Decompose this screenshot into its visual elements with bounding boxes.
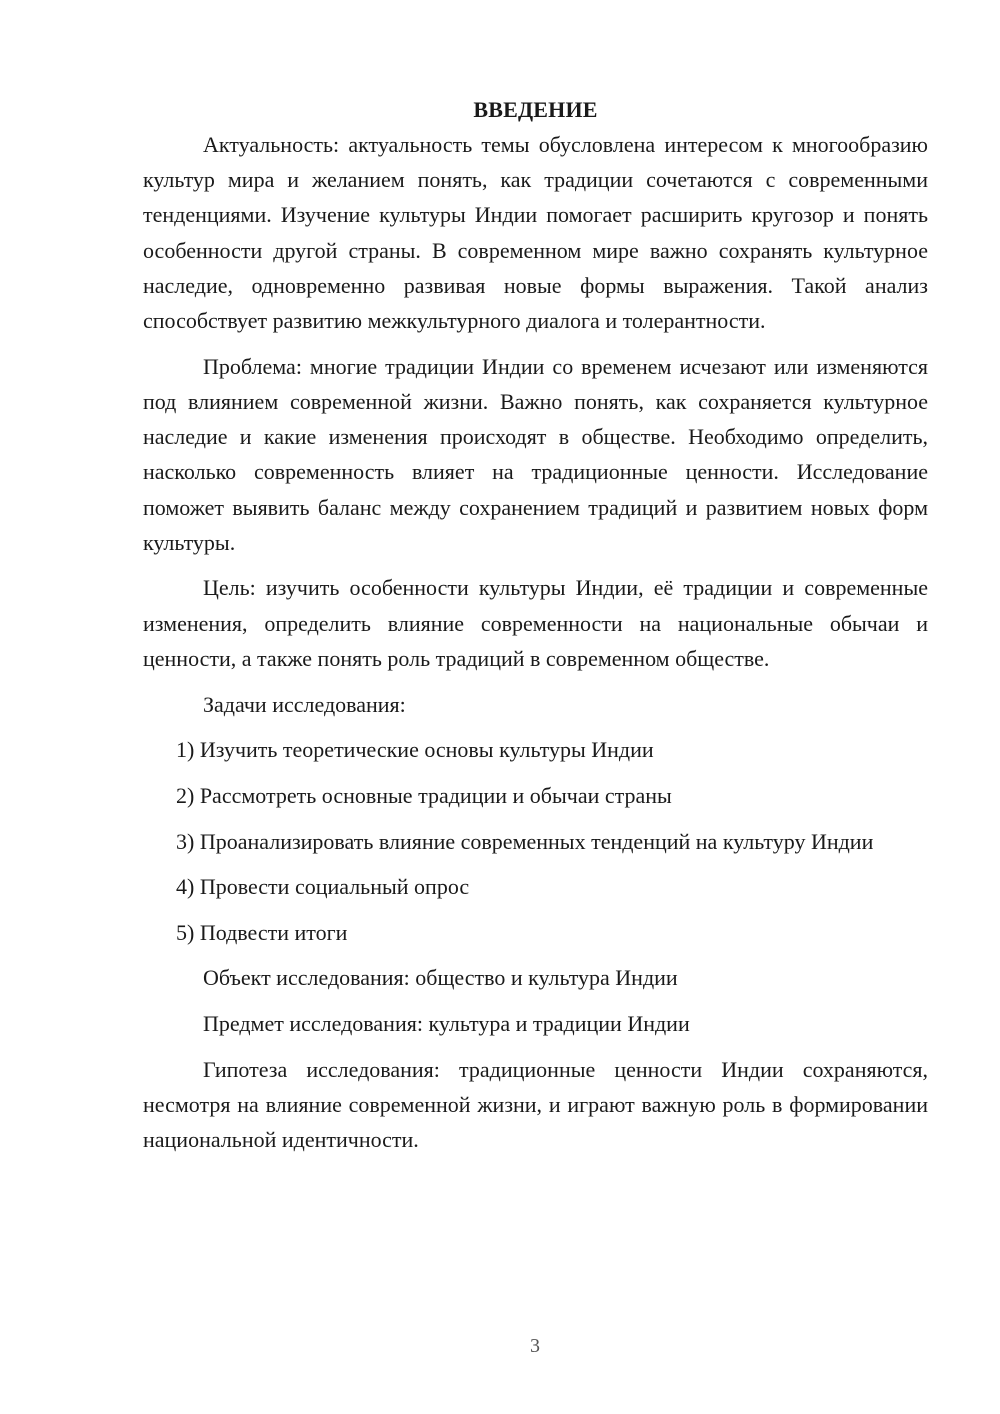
problem-paragraph: Проблема: многие традиции Индии со временем исчезают или изменяются под влиянием современной жизни. Важно понять, как сохраняется культурное наследие и какие изменения происходят в обществе. Необходимо определить, насколько современность влияет на традиционные ценности. Исследование поможет выявить баланс между сохранением традиций и развитием новых форм культуры. <box>143 353 928 555</box>
task-item: 1) Изучить теоретические основы культуры Индии <box>176 737 654 763</box>
research-hypothesis: Гипотеза исследования: традиционные ценности Индии сохраняются, несмотря на влияние современной жизни, и играют важную роль в формировании национальной идентичности. <box>143 1056 928 1153</box>
document-page <box>143 92 928 1157</box>
task-item: 4) Провести социальный опрос <box>176 874 470 900</box>
task-item: 2) Рассмотреть основные традиции и обычаи страны <box>176 782 672 808</box>
task-item: 5) Подвести итоги <box>176 920 348 946</box>
relevance-paragraph: Актуальность: актуальность темы обусловлена интересом к многообразию культур мира и желанием понять, как традиции сочетаются с современными тенденциями. Изучение культуры Индии помогает расширить кругозор и понять особенности другой страны. В современном мире важно сохранять культурное наследие, одновременно развивая новые формы выражения. Такой анализ способствует развитию межкультурного диалога и толерантности. <box>143 132 928 334</box>
research-subject: Предмет исследования: культура и традиции Индии <box>203 1010 690 1036</box>
tasks-heading: Задачи исследования: <box>203 691 406 717</box>
page-number: 3 <box>530 1335 540 1357</box>
research-object: Объект исследования: общество и культура Индии <box>203 965 678 991</box>
task-item: 3) Проанализировать влияние современных тенденций на культуру Индии <box>176 828 874 854</box>
goal-paragraph: Цель: изучить особенности культуры Индии, её традиции и современные изменения, определить влияние современности на национальные обычаи и ценности, а также понять роль традиций в современном обществе. <box>143 575 928 671</box>
section-title: ВВЕДЕНИЕ <box>473 97 598 122</box>
tasks-list <box>143 732 928 950</box>
